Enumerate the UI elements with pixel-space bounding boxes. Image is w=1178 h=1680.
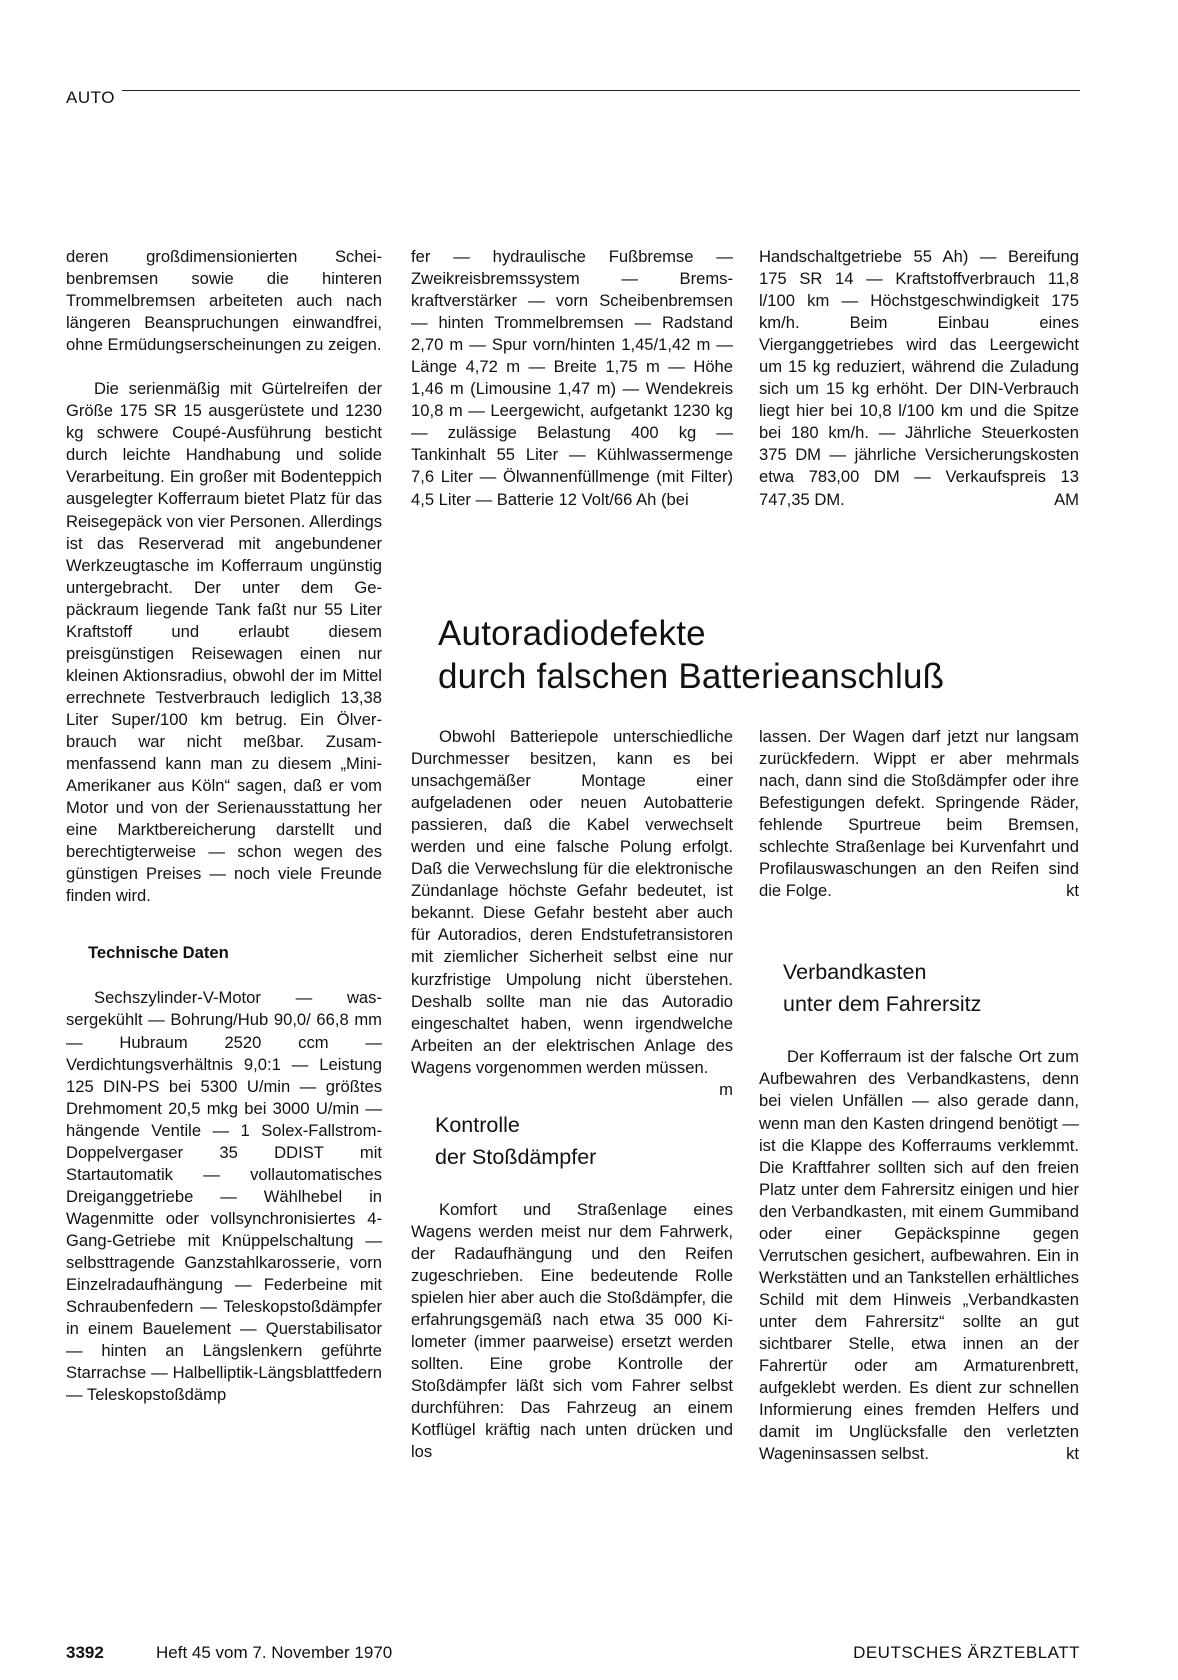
paragraph: [759, 246, 1079, 511]
author-signature: m: [719, 1079, 733, 1099]
issue-info: Heft 45 vom 7. November 1970: [156, 1643, 393, 1662]
subheading: [435, 1109, 733, 1173]
paragraph-text: lassen. Der Wagen darf jetzt nur langsam zurückfedern. Wippt er aber mehrmals nach, dann sind die Stoßdämpfer oder ihre Befestigungen defekt. Springende Räder, fehlende Spurtreue beim Bremsen, schlechte Straßenlage bei Kurvenfahrt und Profilauswaschungen an den Reifen sind die Folge.: [759, 727, 1079, 901]
paragraph: Die serienmäßig mit Gürtelreifen der Größe 175 SR 15 ausgerüstete und 1230 kg schwere Coupé-Ausführung besticht durch leichte Handhabung und solide Verarbeitung. Ein großer mit Bodenteppich ausgelegter Kofferraum bietet Platz für das Reisegepäck von vier Personen. Allerdings ist das Reserverad mit angebundener Werkzeugtasche im Kofferraum ungünstig untergebracht. Der unter dem Gepäckraum liegende Tank faßt nur 55 Liter Kraftstoff und erlaubt diesem preisgünstigen Reisewagen einen nur kleinen Aktionsradius, obwohl der im Mittel errechnete Testverbrauch lediglich 13,38 Liter Super/100 km betrug. Ein Ölverbrauch war nicht meßbar. Zusammenfassend kann man zu diesem „Mini-Amerikaner aus Köln“ sagen, daß er vom Motor und von der Serienausstattung her eine Marktbereicherung darstellt und berechtigterweise — schon wegen des günstigen Preises — noch viele Freunde finden wird.: [66, 379, 382, 906]
paragraph-text: Der Kofferraum ist der falsche Ort zum Aufbewahren des Verbandkastens, denn bei vielen Unfällen — also gerade dann, wenn man den Kasten dringend benötigt — ist die Klappe des Kofferraums verklemmt. Die Kraftfahrer sollten sich auf den freien Platz unter dem Fahrersitz einigen und hier den Verbandkasten, mit einem Gummiband oder einer Gepäckspinne gegen Verrutschen gesichert, aufbewahren. Ein in Werkstätten und an Tankstellen erhältliches Schild mit dem Hinweis „Verbandkasten unter dem Fahrersitz“ sollte an gut sichtbarer Stelle, etwa innen an der Fahrertür oder am Armaturenbrett, aufgeklebt werden. Es dient zur schnellen Informierung eines fremden Helfers und damit im Unglücksfalle den verletzten Wageninsassen selbst.: [759, 1047, 1079, 1464]
subheading-line-1: Kontrolle: [435, 1112, 520, 1137]
column-2-top: [411, 246, 733, 511]
column-3-bottom: [759, 726, 1079, 1465]
author-signature: kt: [1066, 881, 1079, 901]
author-signature: AM: [1054, 489, 1079, 509]
column-2-bottom: [411, 726, 733, 1463]
page-number: 3392: [66, 1643, 104, 1662]
subheading-line-2: der Stoßdämpfer: [435, 1144, 597, 1169]
subheading-line-1: Verbandkasten: [783, 960, 927, 985]
headline-line-1: Autoradiodefekte: [438, 614, 706, 653]
journal-name: DEUTSCHES ÄRZTEBLATT: [853, 1643, 1080, 1662]
column-3-top: [759, 246, 1079, 511]
section-label: AUTO: [66, 88, 115, 107]
subheading: [783, 956, 1079, 1020]
paragraph: deren großdimensionierten Scheibenbremsen sowie die hinteren Trommelbremsen arbeiteten auch nach längeren Beanspruchungen einwandfrei, ohne Ermüdungserscheinungen zu zeigen.: [66, 247, 382, 355]
headline-line-2: durch falschen Batterieanschluß: [438, 657, 945, 696]
paragraph-text: Obwohl Batteriepole unterschiedliche Durchmesser besitzen, kann es bei unsachgemäßer Montage einer aufgeladenen oder neuen Autobatterie passieren, daß die Kabel verwechselt werden und eine falsche Polung erfolgt. Daß die Verwechslung für die elektronische Zündanlage höchste Gefahr bedeutet, ist bekannt. Diese Gefahr besteht aber auch für Autoradios, deren Endstufetransistoren mit ziemlicher Sicherheit selbst eine nur kurzfristige Umpolung nicht überstehen. Deshalb sollte man nie das Autoradio eingeschaltet haben, wenn irgendwelche Arbeiten an der elektrischen Anlage des Wagens vorgenommen werden müssen.: [411, 727, 733, 1077]
tech-data-text: Sechszylinder-V-Motor — wassergekühlt — Bohrung/Hub 90,0/ 66,8 mm — Hubraum 2520 ccm — Verdichtungsverhältnis 9,0:1 — Leistung 125 DIN-PS bei 5300 U/min — größtes Drehmoment 20,5 mkg bei 3000 U/min — hängende Ventile — 1 Solex-Fallstrom-Doppelvergaser 35 DDIST mit Startautomatik — vollautomatisches Dreiganggetriebe — Wählhebel in Wagenmitte oder vollsynchronisiertes 4-Gang-Getriebe mit Knüppelschaltung — selbsttragende Ganzstahlkarosserie, vorn Einzelradaufhängung — Federbeine mit Schraubenfedern — Teleskopstoßdämpfer in einem Bauelement — Querstabilisator — hinten an Längslenkern geführte Starrachse — Halbelliptik-Längsblattfedern — Teleskopstoßdämp: [66, 988, 382, 1405]
column-1: [66, 246, 382, 1406]
article-headline: [438, 612, 944, 698]
paragraph-text: Handschaltgetriebe 55 Ah) — Bereifung 175 SR 14 — Kraftstoffverbrauch 11,8 l/100 km — Höchstgeschwindigkeit 175 km/h. Beim Einbau eines Vierganggetriebes wird das Leergewicht um 15 kg reduziert, während die Zuladung sich um 15 kg erhöht. Der DIN-Verbrauch liegt hier bei 10,8 l/100 km und die Spitze bei 180 km/h. — Jährliche Steuerkosten 375 DM — jährliche Versicherungskosten etwa 783,00 DM — Verkaufspreis 13 747,35 DM.: [759, 247, 1079, 509]
tech-data-heading: Technische Daten: [88, 943, 229, 963]
paragraph: [759, 1046, 1079, 1465]
paragraph: Komfort und Straßenlage eines Wagens werden meist nur dem Fahrwerk, der Radaufhängung und den Reifen zugeschrieben. Eine bedeutende Rolle spielen hier aber auch die Stoßdämpfer, die erfahrungsgemäß nach etwa 35 000 Kilometer (immer paarweise) ersetzt werden sollten. Eine grobe Kontrolle der Stoßdämpfer läßt sich vom Fahrer selbst durchführen: Das Fahrzeug an einem Kotflügel kräftig nach unten drücken und los: [411, 1199, 733, 1462]
paragraph: [759, 726, 1079, 902]
paragraph: [411, 726, 733, 1099]
paragraph: fer — hydraulische Fußbremse — Zweikreisbremssystem — Bremskraftverstärker — vorn Scheibenbremsen — hinten Trommelbremsen — Radstand 2,70 m — Spur vorn/hinten 1,45/1,42 m — Länge 4,72 m — Breite 1,75 m — Höhe 1,46 m (Limousine 1,47 m) — Wendekreis 10,8 m — Leergewicht, aufgetankt 1230 kg — zulässige Belastung 400 kg — Tankinhalt 55 Liter — Kühlwassermenge 7,6 Liter — Ölwannenfüllmenge (mit Filter) 4,5 Liter — Batterie 12 Volt/66 Ah (bei: [411, 247, 733, 509]
subheading-line-2: unter dem Fahrersitz: [783, 992, 982, 1017]
header-rule: [122, 90, 1080, 91]
author-signature: kt: [1066, 1444, 1079, 1464]
